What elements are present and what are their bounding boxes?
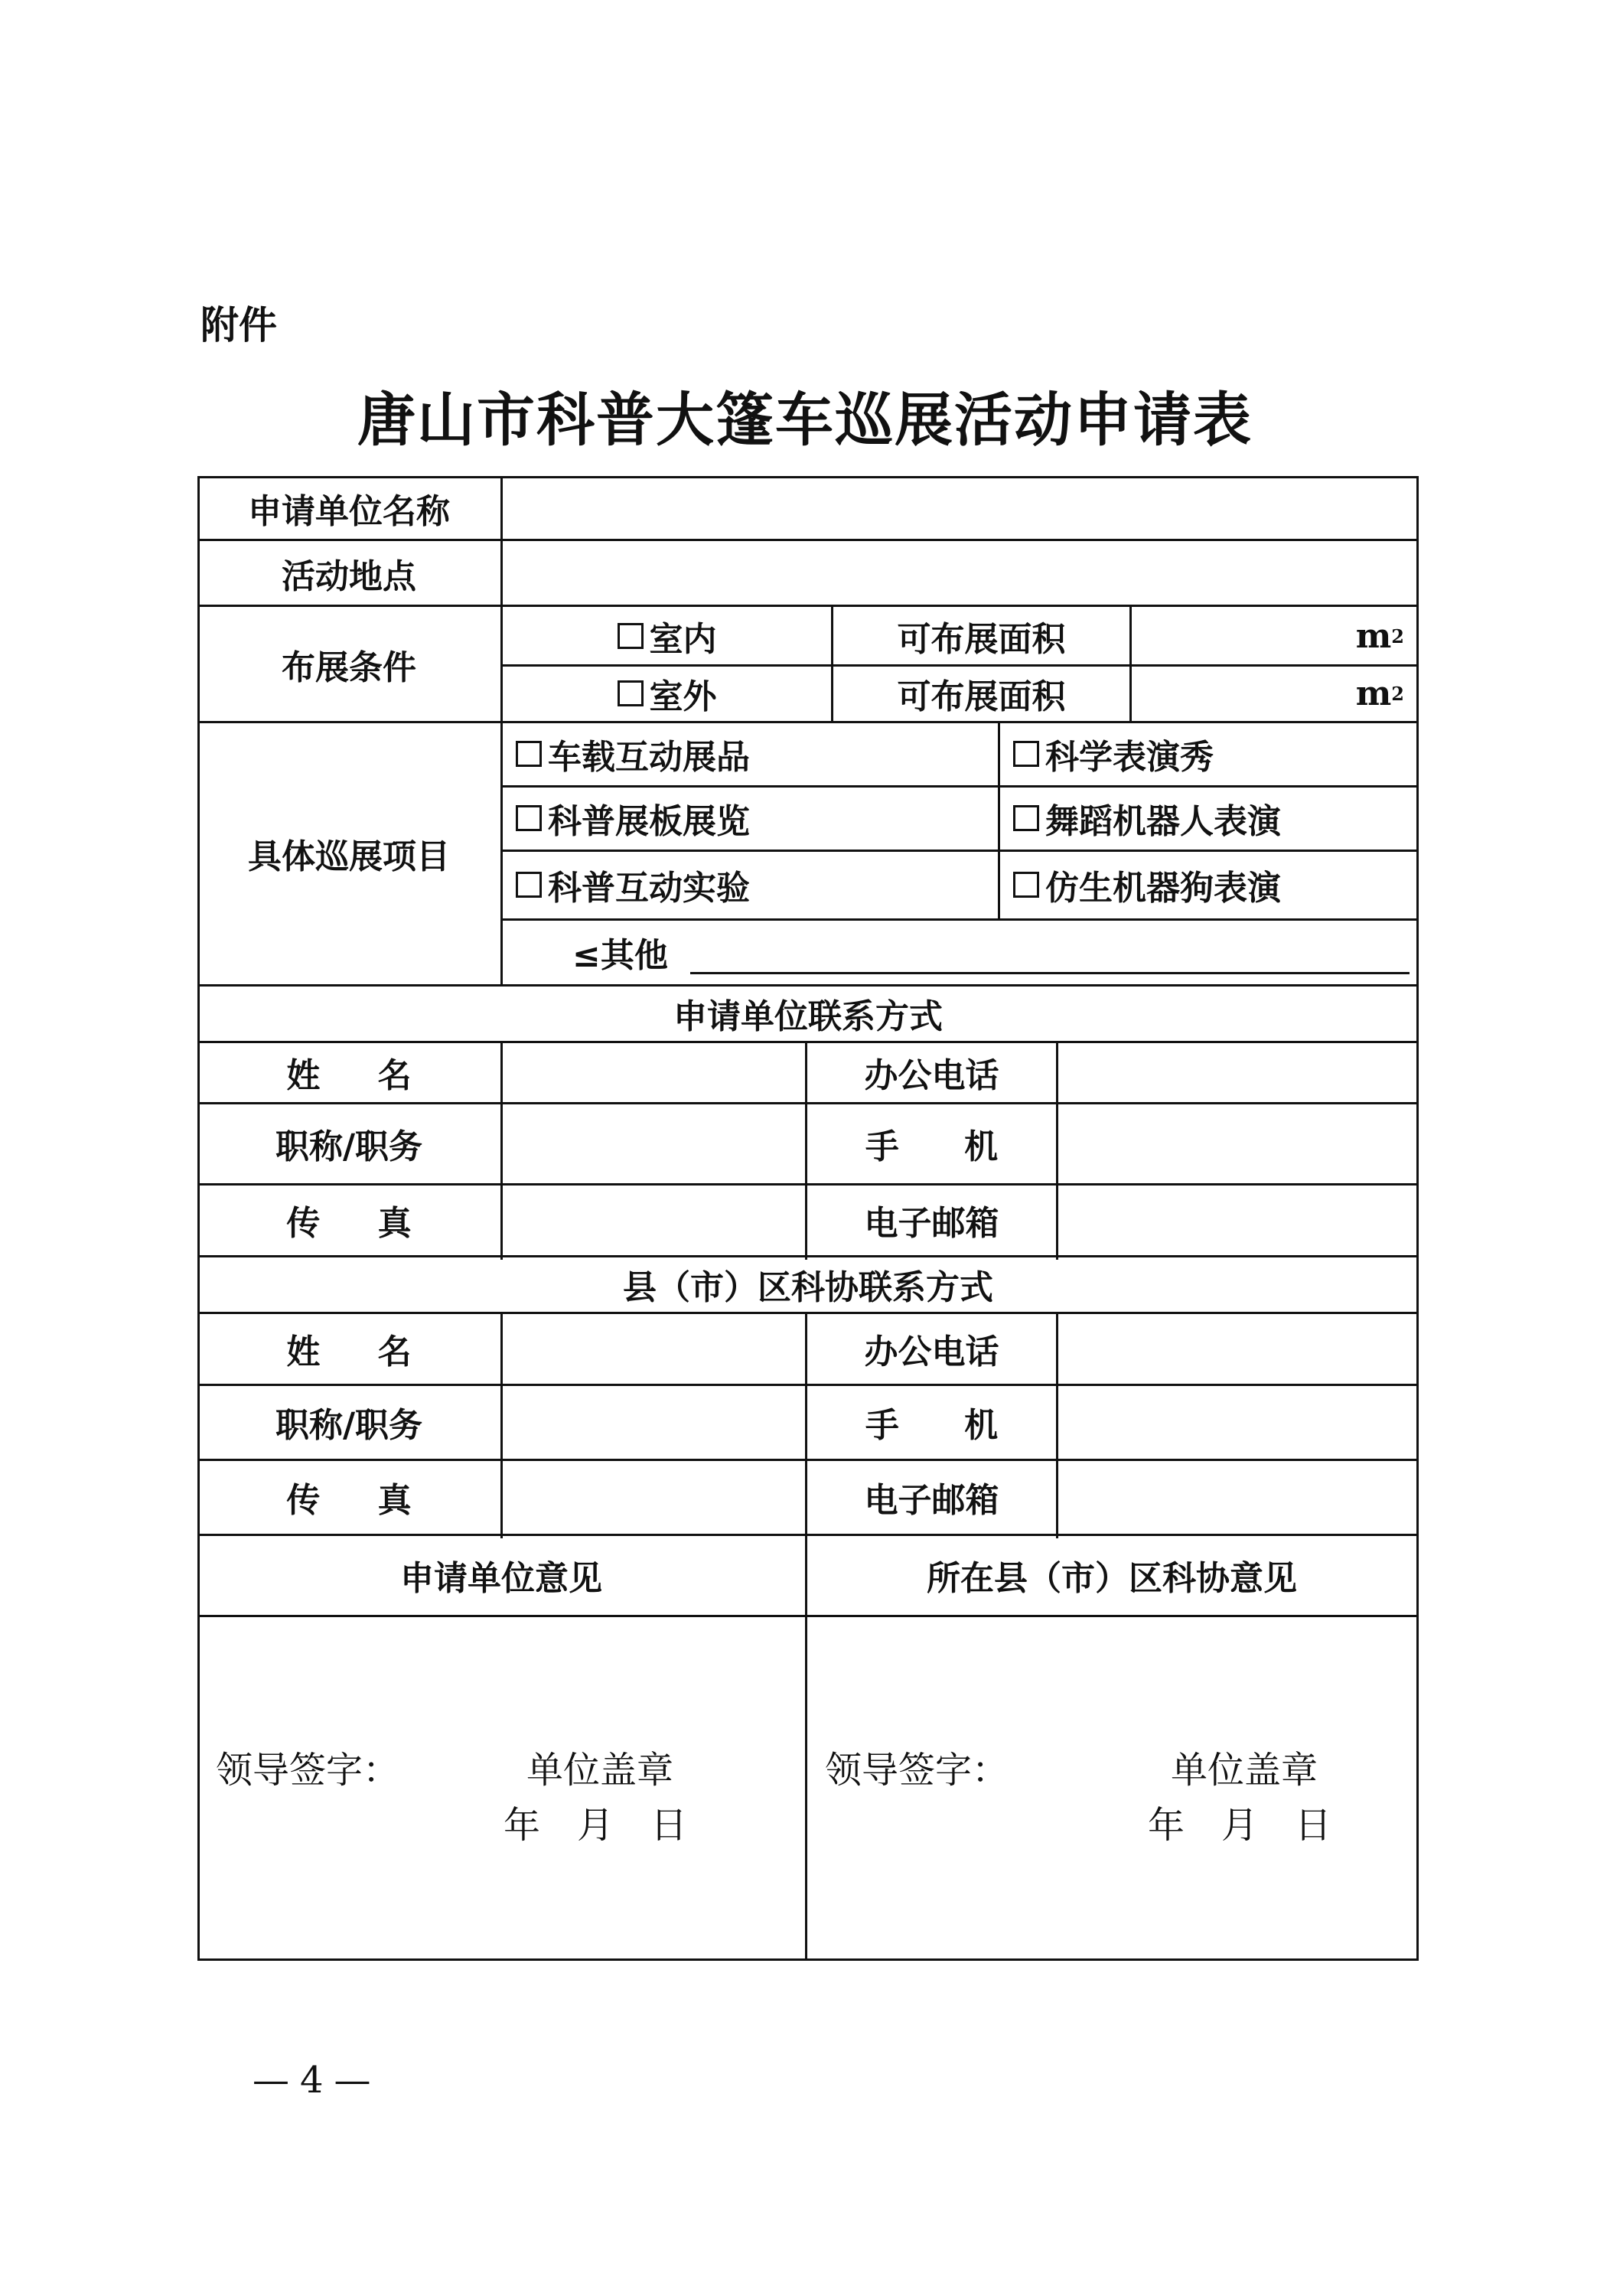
checkbox-icon[interactable] bbox=[1013, 872, 1039, 898]
checkbox-icon[interactable] bbox=[516, 872, 542, 898]
applicant-name-label: 申请单位名称 bbox=[248, 492, 450, 531]
applicant-date-label: 年 月 日 bbox=[504, 1804, 688, 1847]
border-bottom bbox=[197, 1958, 1419, 1961]
project-label: 科学表演秀 bbox=[1045, 738, 1214, 777]
office-phone-field[interactable] bbox=[1058, 1043, 1416, 1102]
contact-name-field[interactable] bbox=[503, 1043, 805, 1102]
form-title: 唐山市科普大篷车巡展活动申请表 bbox=[357, 386, 1253, 454]
mobile-label: 手 机 bbox=[865, 1127, 999, 1166]
project-option[interactable] bbox=[1013, 851, 1416, 918]
project-option[interactable] bbox=[516, 722, 998, 785]
application-form bbox=[197, 476, 1419, 1961]
district-mobile-field[interactable] bbox=[1058, 1386, 1416, 1459]
checkbox-icon[interactable] bbox=[1013, 805, 1039, 831]
area-unit-sup: 2 bbox=[1391, 682, 1404, 705]
district-mobile-label: 手 机 bbox=[865, 1406, 999, 1445]
checkbox-icon[interactable] bbox=[618, 680, 644, 706]
indoor-area-label: 可布展面积 bbox=[897, 620, 1066, 659]
applicant-name-field[interactable] bbox=[503, 478, 1416, 539]
footer-dash-left: — bbox=[253, 2059, 289, 2102]
contact-name-label: 姓 名 bbox=[286, 1056, 412, 1095]
applicant-seal-label: 单位盖章 bbox=[526, 1749, 674, 1792]
indoor-label: 室内 bbox=[649, 620, 717, 659]
district-office-phone-field[interactable] bbox=[1058, 1314, 1416, 1384]
checkbox-icon[interactable] bbox=[516, 741, 542, 767]
other-label: ≤其他 bbox=[572, 936, 668, 975]
checkbox-icon[interactable] bbox=[1013, 741, 1039, 767]
project-label: 科普互动实验 bbox=[548, 869, 750, 908]
border-right bbox=[1416, 476, 1419, 1961]
district-seal-label: 单位盖章 bbox=[1171, 1749, 1318, 1792]
location-field[interactable] bbox=[503, 541, 1416, 605]
area-unit: m bbox=[1355, 616, 1392, 656]
district-contact-heading: 县（市）区科协联系方式 bbox=[623, 1268, 993, 1307]
outdoor-area-field[interactable] bbox=[1132, 666, 1404, 721]
page-number: 4 bbox=[300, 2059, 324, 2102]
area-unit: m bbox=[1355, 673, 1392, 713]
area-unit-sup: 2 bbox=[1391, 625, 1404, 647]
district-email-label: 电子邮箱 bbox=[864, 1481, 999, 1520]
applicant-leader-sign-label: 领导签字： bbox=[216, 1749, 400, 1792]
contact-fax-field[interactable] bbox=[503, 1186, 805, 1255]
other-input-line[interactable] bbox=[690, 972, 1410, 974]
mobile-field[interactable] bbox=[1058, 1104, 1416, 1183]
district-name-label: 姓 名 bbox=[286, 1332, 412, 1371]
district-office-phone-label: 办公电话 bbox=[864, 1332, 999, 1371]
office-phone-label: 办公电话 bbox=[864, 1056, 999, 1095]
projects-label: 具体巡展项目 bbox=[248, 837, 450, 876]
checkbox-icon[interactable] bbox=[516, 805, 542, 831]
project-option[interactable] bbox=[516, 787, 998, 850]
contact-fax-label: 传 真 bbox=[286, 1204, 412, 1243]
applicant-opinion-heading: 申请单位意见 bbox=[400, 1559, 602, 1598]
project-label: 车载互动展品 bbox=[548, 738, 750, 777]
district-email-field[interactable] bbox=[1058, 1461, 1416, 1534]
outdoor-option[interactable] bbox=[503, 666, 831, 721]
attachment-label: 附件 bbox=[200, 303, 277, 347]
project-label: 仿生机器狗表演 bbox=[1045, 869, 1281, 908]
conditions-label: 布展条件 bbox=[282, 648, 416, 687]
district-opinion-heading: 所在县（市）区科协意见 bbox=[927, 1559, 1297, 1598]
district-title-field[interactable] bbox=[503, 1386, 805, 1459]
checkbox-icon[interactable] bbox=[618, 623, 644, 649]
district-leader-sign-label: 领导签字： bbox=[825, 1749, 1009, 1792]
district-fax-label: 传 真 bbox=[286, 1481, 412, 1520]
rule bbox=[998, 721, 1000, 918]
indoor-area-field[interactable] bbox=[1132, 606, 1404, 666]
indoor-option[interactable] bbox=[503, 606, 831, 666]
project-label: 舞蹈机器人表演 bbox=[1045, 802, 1281, 841]
contact-title-field[interactable] bbox=[503, 1104, 805, 1183]
district-date-label: 年 月 日 bbox=[1148, 1804, 1332, 1847]
district-name-field[interactable] bbox=[503, 1314, 805, 1384]
district-fax-field[interactable] bbox=[503, 1461, 805, 1534]
project-option[interactable] bbox=[516, 851, 998, 918]
email-field[interactable] bbox=[1058, 1186, 1416, 1255]
page-footer bbox=[253, 2059, 371, 2102]
outdoor-area-label: 可布展面积 bbox=[897, 677, 1066, 716]
footer-dash-right: — bbox=[334, 2059, 371, 2102]
contact-title-label: 职称/职务 bbox=[275, 1127, 423, 1166]
location-label: 活动地点 bbox=[282, 557, 416, 596]
outdoor-label: 室外 bbox=[649, 677, 717, 716]
applicant-contact-heading: 申请单位联系方式 bbox=[673, 997, 943, 1036]
email-label: 电子邮箱 bbox=[864, 1204, 999, 1243]
project-option[interactable] bbox=[1013, 787, 1416, 850]
project-label: 科普展板展览 bbox=[548, 802, 750, 841]
district-title-label: 职称/职务 bbox=[275, 1406, 423, 1445]
project-option[interactable] bbox=[1013, 722, 1416, 785]
